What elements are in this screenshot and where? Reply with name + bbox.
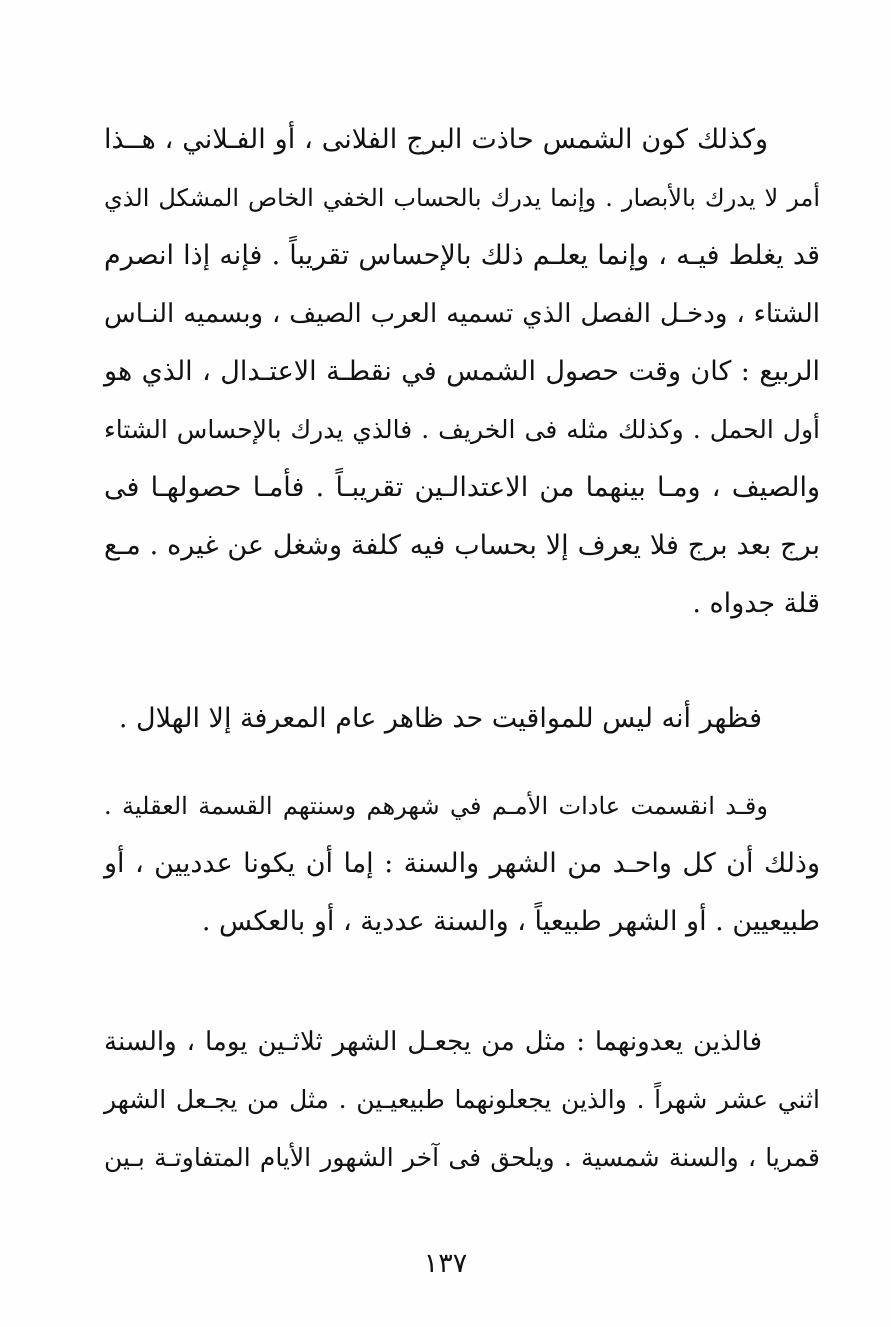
paragraph-4 <box>104 1013 820 1187</box>
page-number: ١٣٧ <box>423 1248 468 1279</box>
paragraph-1 <box>104 111 820 633</box>
text-line: قمريا ، والسنة شمسية . ويلحق فى آخر الشهور الأيام المتفاوتـة بـين <box>104 1143 820 1172</box>
text-line: وقـد انقسمت عادات الأمـم في شهرهم وسنتهم القسمة العقلية . <box>104 792 768 820</box>
text-line: الشتاء ، ودخـل الفصل الذي تسميه العرب الصيف ، وبسميه النـاس <box>104 299 820 329</box>
text-line: برج بعد برج فلا يعرف إلا بحساب فيه كلفة وشغل عن غيره . مـع <box>104 530 820 561</box>
text-line: أمر لا يدرك بالأبصار . وإنما يدرك بالحساب الخفي الخاص المشكل الذي <box>104 184 820 212</box>
text-line: قلة جدواه . <box>692 588 820 619</box>
text-line: وكذلك كون الشمس حاذت البرج الفلانى ، أو الفـلاني ، هــذا <box>104 124 768 155</box>
text-line: فالذين يعدونهما : مثل من يجعـل الشهر ثلاثـين يوما ، والسنة <box>104 1027 762 1057</box>
text-line: أول الحمل . وكذلك مثله فى الخريف . فالذي يدرك بالإحساس الشتاء <box>104 415 820 444</box>
text-line: وذلك أن كل واحـد من الشهر والسنة : إما أن يكونا عدديين ، أو <box>104 848 820 879</box>
text-line: قد يغلط فيـه ، وإنما يعلـم ذلك بالإحساس تقريباً . فإنه إذا انصرم <box>104 240 820 271</box>
text-line: اثني عشر شهراً . والذين يجعلونهما طبيعيـين . مثل من يجـعل الشهر <box>104 1085 820 1114</box>
paragraph-2 <box>104 690 820 748</box>
text-line: طبيعيين . أو الشهر طبيعياً ، والسنة عددية ، أو بالعكس . <box>201 906 820 937</box>
text-line: فظهر أنه ليس للمواقيت حد ظاهر عام المعرفة إلا الهلال . <box>118 703 762 734</box>
text-line: الربيع : كان وقت حصول الشمس في نقطـة الاعتـدال ، الذي هو <box>104 356 820 387</box>
paragraph-3 <box>104 777 820 951</box>
text-line: والصيف ، ومـا بينهما من الاعتدالـين تقريبـاً . فأمـا حصولهـا فى <box>104 472 820 503</box>
